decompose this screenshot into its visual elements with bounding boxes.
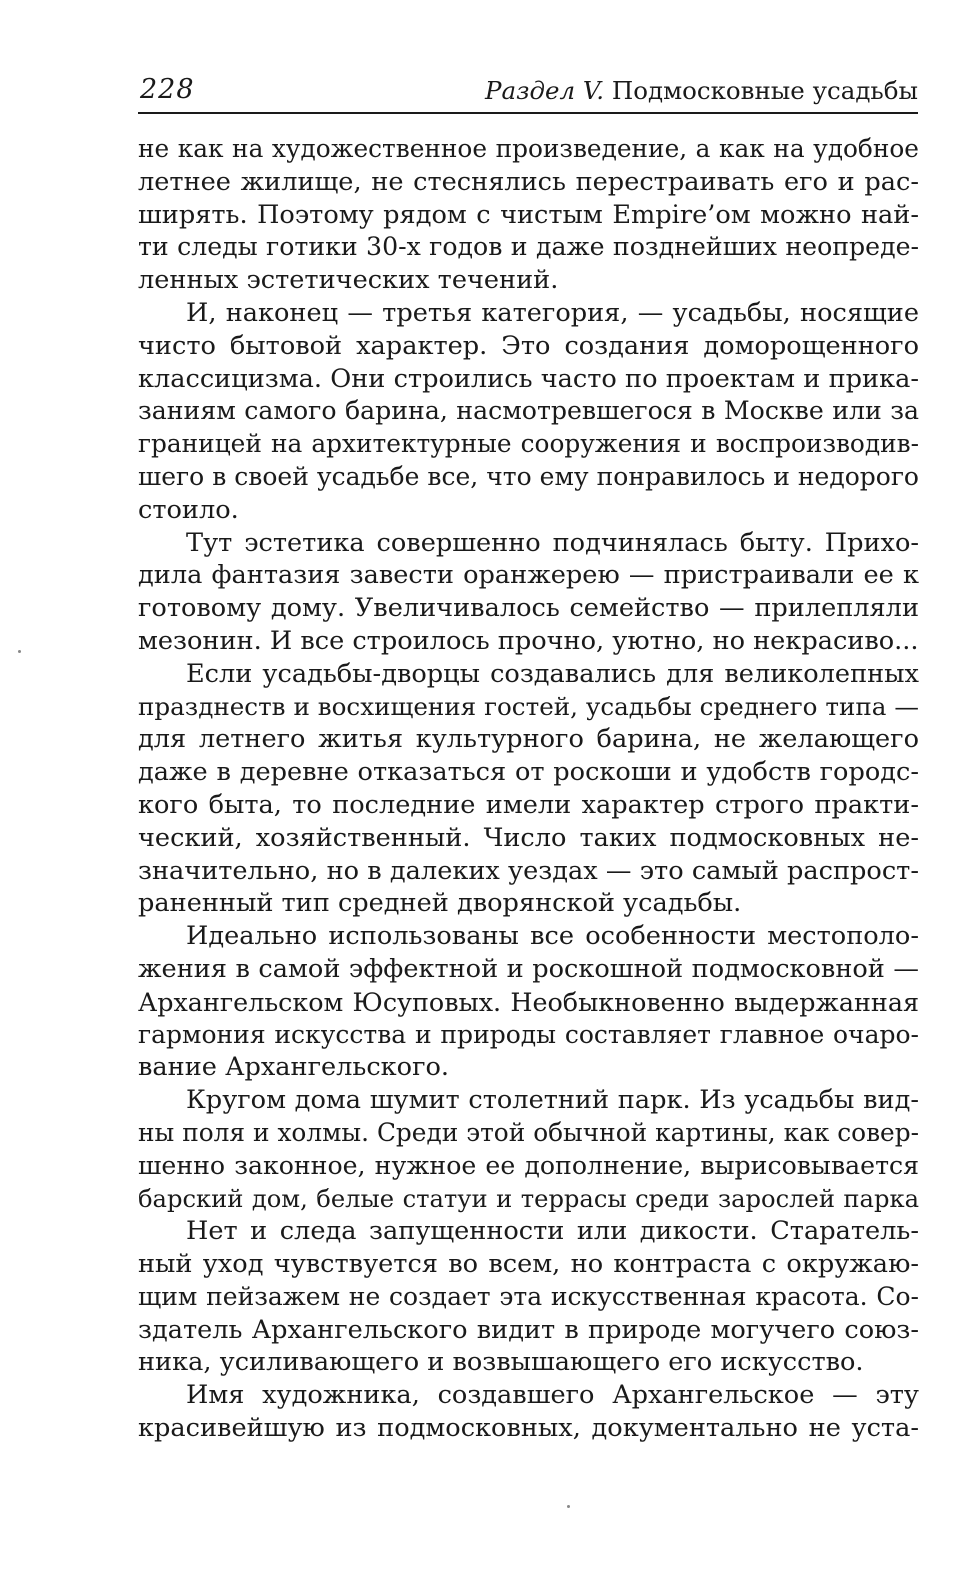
text-line: заниям самого барина, насмотревшегося в Москве или за — [138, 396, 919, 426]
text-line: Имя художника, создавшего Архангельское — эту — [186, 1380, 919, 1411]
text-line: шенно законное, нужное ее дополнение, вырисовывается — [138, 1150, 919, 1180]
text-line: чисто бытовой характер. Это создания доморощенного — [138, 330, 919, 361]
text-line: для летнего житья культурного барина, не желающего — [138, 724, 919, 755]
text-line: Идеально использованы все особенности местополо- — [186, 921, 919, 952]
text-line: ти следы готики 30-х годов и даже позднейших неопреде- — [138, 232, 919, 262]
text-line: ческий, хозяйственный. Число таких подмосковных не- — [138, 822, 919, 853]
text-line: ника, усиливающего и возвышающего его искусство. — [138, 1347, 864, 1378]
text-line: Нет и следа запущенности или дикости. Старатель- — [186, 1216, 919, 1247]
text-line: ны поля и холмы. Среди этой обычной картины, как совер- — [138, 1117, 919, 1147]
text-line: значительно, но в далеких уездах — это самый распрост- — [138, 855, 919, 886]
text-line: щим пейзажем не создает эта искусственная красота. Со- — [138, 1281, 919, 1311]
text-line: Если усадьбы-дворцы создавались для великолепных — [186, 658, 919, 689]
text-line: ленных эстетических течений. — [138, 265, 559, 296]
page-number: 228 — [140, 74, 195, 105]
text-line: ный уход чувствуется во всем, но контраста с окружаю- — [138, 1249, 919, 1280]
text-line: Архангельском Юсуповых. Необыкновенно выдержанная — [138, 986, 919, 1017]
text-line: ширять. Поэтому рядом с чистым Empire’ом можно най- — [138, 199, 919, 230]
text-line: Кругом дома шумит столетний парк. Из усадьбы вид- — [186, 1085, 919, 1116]
text-line: шего в своей усадьбе все, что ему понравилось и недорого — [138, 461, 919, 491]
text-line: красивейшую из подмосковных, документально не уста- — [138, 1413, 919, 1444]
text-line: Тут эстетика совершенно подчинялась быту. Прихо- — [186, 527, 919, 558]
scan-speck — [567, 1505, 570, 1508]
text-line: здатель Архангельского видит в природе могучего союз- — [138, 1314, 919, 1345]
section-label: Раздел V. — [485, 76, 605, 105]
text-line: готовому дому. Увеличивалось семейство — прилепляли — [138, 593, 919, 624]
text-line: границей на архитектурные сооружения и воспроизводив- — [138, 429, 919, 459]
text-line: И, наконец — третья категория, — усадьбы, носящие — [186, 297, 919, 328]
text-line: празднеств и восхищения гостей, усадьбы среднего типа — — [138, 691, 919, 721]
text-line: вание Архангельского. — [138, 1052, 450, 1083]
text-line: дила фантазия завести оранжерею — пристраивали ее к — [138, 560, 919, 591]
chapter-title: Подмосковные усадьбы — [611, 76, 918, 105]
text-line: барский дом, белые статуи и террасы среди зарослей парка — [138, 1184, 919, 1213]
text-line: кого быта, то последние имели характер строго практи- — [138, 789, 919, 820]
running-header — [138, 72, 918, 114]
text-line: мезонин. И все строилось прочно, уютно, но некрасиво... — [138, 625, 919, 656]
text-line: классицизма. Они строились часто по проектам и прика- — [138, 363, 919, 394]
scan-speck — [18, 650, 21, 653]
text-line: стоило. — [138, 494, 239, 525]
text-line: даже в деревне отказаться от роскоши и удобств городс- — [138, 757, 919, 788]
text-line: не как на художественное произведение, а как на удобное — [138, 134, 919, 163]
text-line: гармония искусства и природы составляет главное очаро- — [138, 1019, 919, 1049]
text-line: жения в самой эффектной и роскошной подмосковной — — [138, 953, 919, 984]
body-text — [138, 133, 919, 1445]
running-head — [485, 76, 918, 105]
text-line: раненный тип средней дворянской усадьбы. — [138, 888, 742, 919]
text-line: летнее жилище, не стеснялись перестраивать его и рас- — [138, 166, 919, 197]
